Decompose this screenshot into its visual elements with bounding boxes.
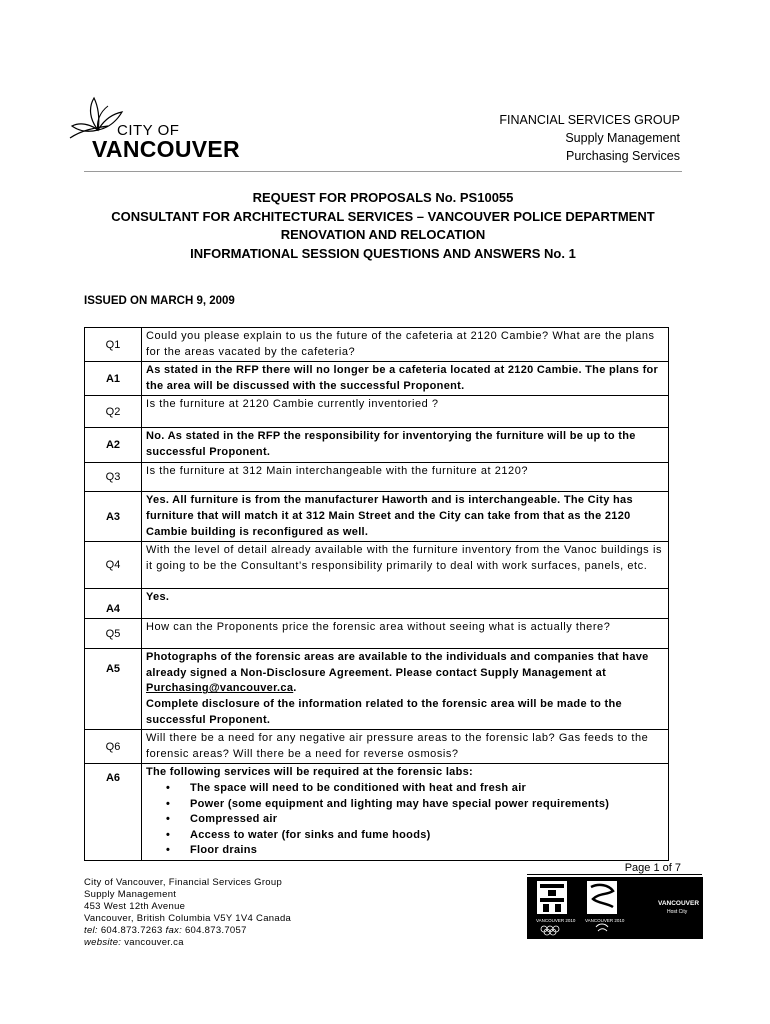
title-line-3: RENOVATION AND RELOCATION [280, 227, 486, 242]
tel-number: 604.873.7263 [100, 925, 163, 936]
list-item [146, 843, 662, 859]
issued-date: ISSUED ON MARCH 9, 2009 [84, 295, 235, 307]
list-item [146, 797, 662, 813]
row-label: Q1 [85, 328, 142, 362]
table-row [85, 542, 669, 589]
row-label: A3 [85, 492, 142, 542]
question-text: With the level of detail already available with the furniture inventory from the Vanoc buildings is it going to be the Consultant’s responsibility primarily to deal with work surfaces, panels, etc. [142, 542, 669, 589]
row-label: Q3 [85, 463, 142, 492]
city-of-vancouver-logo [68, 92, 258, 162]
logo-text-city-of: CITY OF [117, 122, 180, 139]
host-city-name: VANCOUVER [658, 900, 700, 907]
answer-text: No. As stated in the RFP the responsibility for inventorying the furniture will be up to the successful Proponent. [142, 428, 669, 463]
footer-divider [527, 874, 702, 875]
list-item-text: Compressed air [190, 813, 278, 826]
bullet-icon: • [166, 797, 171, 810]
list-item-text: Floor drains [190, 844, 258, 857]
bullet-icon: • [166, 813, 171, 826]
page-number: Page 1 of 7 [624, 862, 681, 874]
list-item-text: Power (some equipment and lighting may have special power requirements) [190, 797, 610, 810]
question-text: Is the furniture at 2120 Cambie currently inventoried ? [142, 396, 669, 428]
fax-label: fax: [165, 925, 183, 936]
list-item-text: The space will need to be conditioned with heat and fresh air [190, 781, 527, 794]
list-item-text: Access to water (for sinks and fume hoods) [190, 828, 431, 841]
answer-text: As stated in the RFP there will no longer be a cafeteria located at 2120 Cambie. The plans for the area will be discussed with the successful Proponent. [142, 362, 669, 396]
table-row [85, 589, 669, 619]
row-label: Q5 [85, 619, 142, 649]
document-title [84, 189, 682, 263]
footer-address [84, 877, 291, 949]
row-label: Q4 [85, 542, 142, 589]
qa-table [84, 327, 669, 861]
table-row [85, 764, 669, 861]
table-row [85, 362, 669, 396]
fax-number: 604.873.7057 [184, 925, 247, 936]
question-text: Could you please explain to us the future of the cafeteria at 2120 Cambie? What are the plans for the areas vacated by the cafeteria? [142, 328, 669, 362]
address-line-3: 453 West 12th Avenue [84, 901, 186, 912]
host-city-label: Host City [667, 909, 688, 915]
answer-text [142, 764, 669, 861]
table-row [85, 619, 669, 649]
answer-a6-intro: The following services will be required at the forensic labs: [146, 766, 473, 779]
address-phone-line [84, 925, 291, 937]
title-line-1: REQUEST FOR PROPOSALS No. PS10055 [252, 190, 514, 205]
row-label: A6 [85, 764, 142, 861]
tel-label: tel: [84, 925, 98, 936]
row-label: Q2 [85, 396, 142, 428]
bullet-icon: • [166, 828, 171, 841]
table-row [85, 428, 669, 463]
table-row [85, 396, 669, 428]
bullet-icon: • [166, 781, 171, 794]
logo-text-vancouver: VANCOUVER [92, 136, 240, 162]
row-label: A5 [85, 649, 142, 730]
answer-text [142, 649, 669, 730]
title-line-2: CONSULTANT FOR ARCHITECTURAL SERVICES – VANCOUVER POLICE DEPARTMENT [111, 208, 655, 224]
table-row [85, 730, 669, 764]
department-line-3: Purchasing Services [566, 149, 680, 163]
website-label: website: [84, 937, 122, 948]
address-line-4: Vancouver, British Columbia V5Y 1V4 Canada [84, 913, 292, 924]
department-block [499, 111, 680, 165]
answer-a5-period: . [293, 682, 297, 695]
row-label: A1 [85, 362, 142, 396]
answer-text: Yes. All furniture is from the manufacturer Haworth and is interchangeable. The City has furniture that will match it at 312 Main Street and the City can take from that as the 2120 Cambie building is reconfigured as well. [142, 492, 669, 542]
row-label: A2 [85, 428, 142, 463]
paralympic-caption: VANCOUVER 2010 [585, 918, 625, 923]
department-line-2: Supply Management [565, 131, 680, 145]
question-text: How can the Proponents price the forensic area without seeing what is actually there? [142, 619, 669, 649]
olympic-caption: VANCOUVER 2010 [536, 918, 576, 923]
row-label: A4 [85, 589, 142, 619]
address-line-1: City of Vancouver, Financial Services Group [84, 877, 283, 888]
table-row [85, 463, 669, 492]
table-row [85, 492, 669, 542]
olympic-host-city-logo [527, 877, 703, 939]
olympic-emblems-icon [527, 877, 703, 939]
question-text: Is the furniture at 312 Main interchangeable with the furniture at 2120? [142, 463, 669, 492]
list-item [146, 812, 662, 828]
website-link[interactable]: vancouver.ca [124, 937, 184, 948]
department-line-1: FINANCIAL SERVICES GROUP [499, 113, 680, 127]
question-text: Will there be a need for any negative air pressure areas to the forensic lab? Gas feeds to the forensic areas? Will there be a need for reverse osmosis? [142, 730, 669, 764]
list-item [146, 781, 662, 797]
answer-text: Yes. [142, 589, 669, 619]
answer-a5-disclosure: Complete disclosure of the information related to the forensic area will be made to the successful Proponent. [146, 697, 622, 726]
services-list [146, 781, 662, 859]
list-item [146, 828, 662, 844]
bullet-icon: • [166, 844, 171, 857]
row-label: Q6 [85, 730, 142, 764]
email-link[interactable]: Purchasing@vancouver.ca [146, 682, 294, 695]
title-line-4: INFORMATIONAL SESSION QUESTIONS AND ANSWERS No. 1 [190, 245, 576, 261]
answer-a5-text: Photographs of the forensic areas are available to the individuals and companies that have already signed a Non-Disclosure Agreement. Please contact Supply Management at [146, 651, 649, 679]
address-line-2: Supply Management [84, 889, 177, 900]
table-row [85, 328, 669, 362]
table-row [85, 649, 669, 730]
header-divider [84, 171, 682, 172]
address-web-line [84, 937, 291, 949]
